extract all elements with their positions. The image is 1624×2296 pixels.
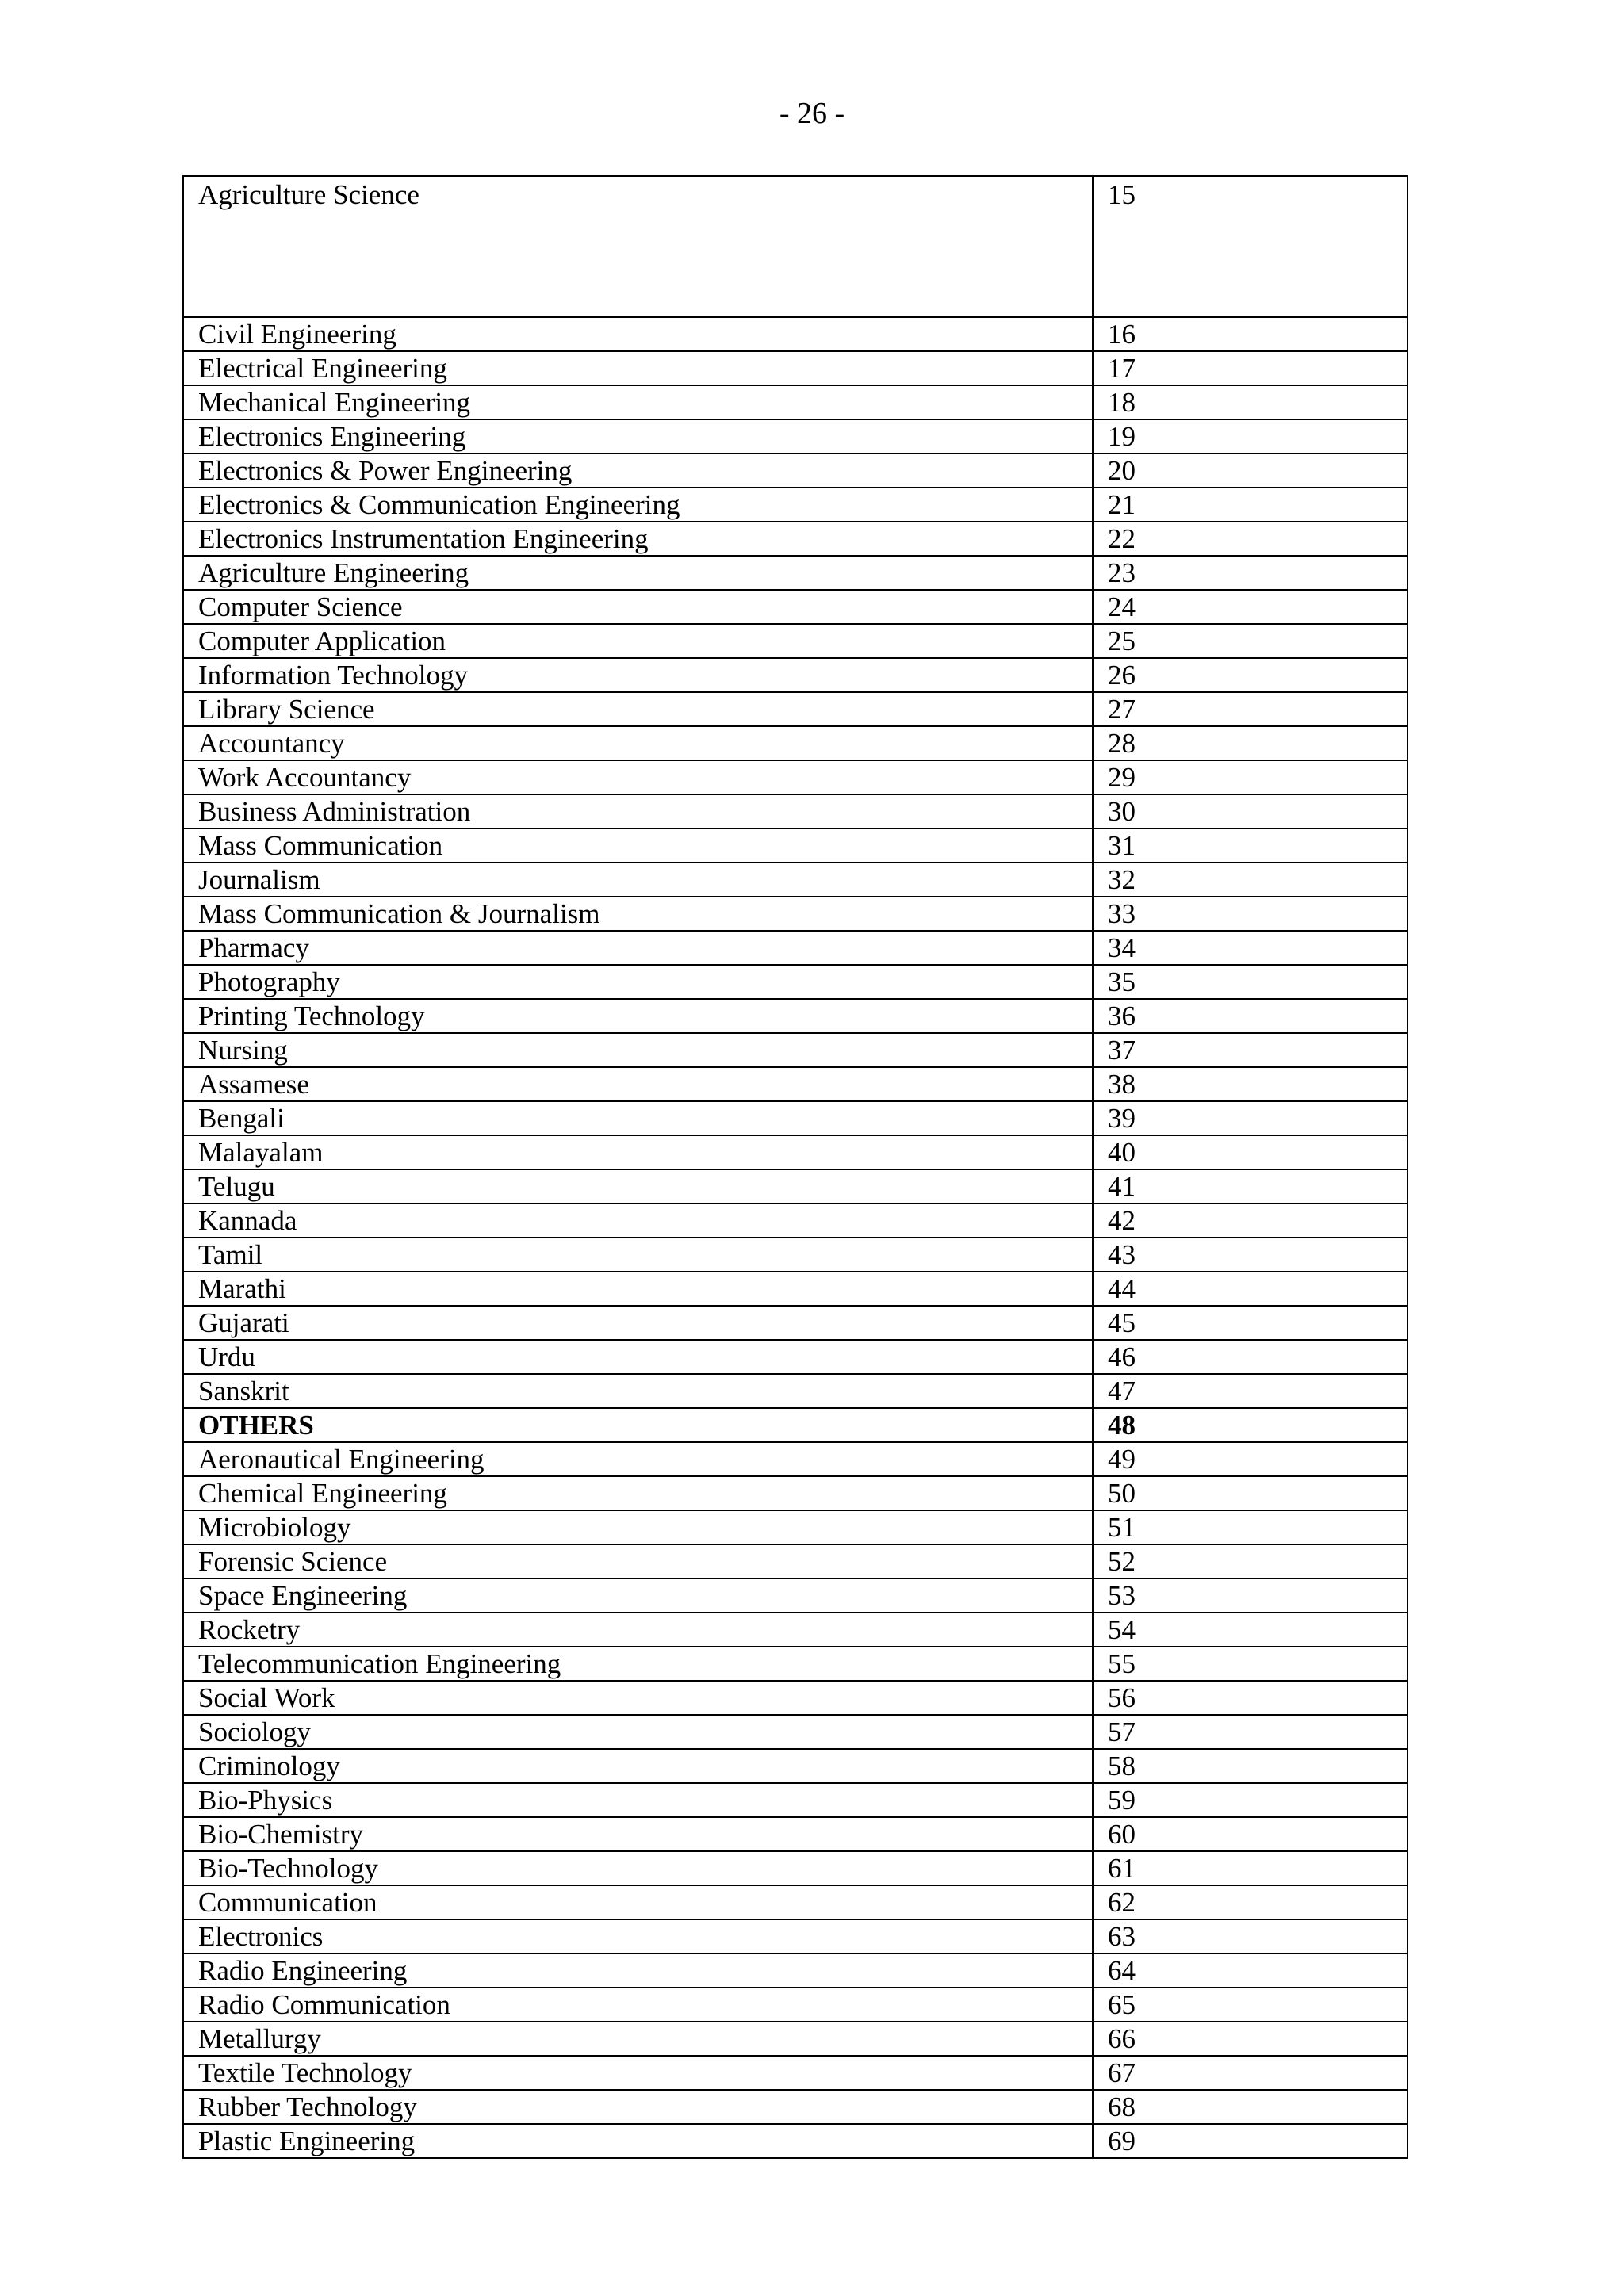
subject-name-cell: OTHERS bbox=[183, 1408, 1093, 1442]
table-row bbox=[183, 1135, 1408, 1169]
subject-code-cell: 38 bbox=[1093, 1067, 1408, 1101]
table-row bbox=[183, 176, 1408, 317]
subject-name-cell: Chemical Engineering bbox=[183, 1476, 1093, 1510]
table-row bbox=[183, 1817, 1408, 1851]
subject-name-cell: Urdu bbox=[183, 1340, 1093, 1374]
table-row bbox=[183, 1544, 1408, 1578]
table-row bbox=[183, 1715, 1408, 1749]
table-row bbox=[183, 1374, 1408, 1408]
table-row bbox=[183, 351, 1408, 385]
subject-code-cell: 41 bbox=[1093, 1169, 1408, 1203]
table-row bbox=[183, 1613, 1408, 1647]
subject-code-cell: 59 bbox=[1093, 1783, 1408, 1817]
subject-code-cell: 57 bbox=[1093, 1715, 1408, 1749]
subject-name-cell: Telecommunication Engineering bbox=[183, 1647, 1093, 1681]
subject-name-cell: Rocketry bbox=[183, 1613, 1093, 1647]
subject-code-cell: 63 bbox=[1093, 1919, 1408, 1954]
page-number: - 26 - bbox=[779, 97, 845, 130]
subject-name-cell: Agriculture Engineering bbox=[183, 556, 1093, 590]
table-row bbox=[183, 522, 1408, 556]
table-row bbox=[183, 1681, 1408, 1715]
table-row bbox=[183, 2022, 1408, 2056]
subject-code-cell: 68 bbox=[1093, 2090, 1408, 2124]
table-row bbox=[183, 488, 1408, 522]
subject-name-cell: Radio Engineering bbox=[183, 1954, 1093, 1988]
subject-name-cell: Electronics bbox=[183, 1919, 1093, 1954]
subject-name-cell: Gujarati bbox=[183, 1306, 1093, 1340]
subject-code-cell: 67 bbox=[1093, 2056, 1408, 2090]
table-row bbox=[183, 2056, 1408, 2090]
subject-code-cell: 53 bbox=[1093, 1578, 1408, 1613]
table-row bbox=[183, 453, 1408, 488]
subject-name-cell: Printing Technology bbox=[183, 999, 1093, 1033]
table-row bbox=[183, 1306, 1408, 1340]
table-row bbox=[183, 1203, 1408, 1238]
subject-code-cell: 33 bbox=[1093, 897, 1408, 931]
subject-name-cell: Computer Science bbox=[183, 590, 1093, 624]
table-row bbox=[183, 1272, 1408, 1306]
table-row bbox=[183, 1340, 1408, 1374]
subject-code-cell: 22 bbox=[1093, 522, 1408, 556]
subject-code-cell: 25 bbox=[1093, 624, 1408, 658]
subject-code-cell: 65 bbox=[1093, 1988, 1408, 2022]
table-row bbox=[183, 1476, 1408, 1510]
table-row bbox=[183, 760, 1408, 794]
table-row bbox=[183, 965, 1408, 999]
subject-code-cell: 61 bbox=[1093, 1851, 1408, 1885]
subject-name-cell: Microbiology bbox=[183, 1510, 1093, 1544]
subject-code-cell: 26 bbox=[1093, 658, 1408, 692]
subject-code-cell: 64 bbox=[1093, 1954, 1408, 1988]
subject-name-cell: Work Accountancy bbox=[183, 760, 1093, 794]
subject-name-cell: Telugu bbox=[183, 1169, 1093, 1203]
table-row bbox=[183, 726, 1408, 760]
subject-code-cell: 34 bbox=[1093, 931, 1408, 965]
table-row bbox=[183, 1442, 1408, 1476]
subject-name-cell: Mechanical Engineering bbox=[183, 385, 1093, 419]
subject-name-cell: Electronics & Power Engineering bbox=[183, 453, 1093, 488]
subject-name-cell: Metallurgy bbox=[183, 2022, 1093, 2056]
subject-name-cell: Tamil bbox=[183, 1238, 1093, 1272]
subject-name-cell: Sanskrit bbox=[183, 1374, 1093, 1408]
subject-name-cell: Agriculture Science bbox=[183, 176, 1093, 317]
table-row bbox=[183, 556, 1408, 590]
subject-name-cell: Accountancy bbox=[183, 726, 1093, 760]
table-row bbox=[183, 624, 1408, 658]
subject-name-cell: Library Science bbox=[183, 692, 1093, 726]
subject-code-cell: 56 bbox=[1093, 1681, 1408, 1715]
subject-name-cell: Kannada bbox=[183, 1203, 1093, 1238]
subject-code-cell: 44 bbox=[1093, 1272, 1408, 1306]
subject-name-cell: Communication bbox=[183, 1885, 1093, 1919]
subject-code-cell: 28 bbox=[1093, 726, 1408, 760]
table-row bbox=[183, 1749, 1408, 1783]
table-row bbox=[183, 2124, 1408, 2158]
subject-code-cell: 15 bbox=[1093, 176, 1408, 317]
subject-name-cell: Social Work bbox=[183, 1681, 1093, 1715]
subject-code-cell: 48 bbox=[1093, 1408, 1408, 1442]
subject-code-cell: 51 bbox=[1093, 1510, 1408, 1544]
subject-code-cell: 31 bbox=[1093, 828, 1408, 863]
subject-rows bbox=[183, 176, 1408, 2158]
subject-name-cell: Bio-Physics bbox=[183, 1783, 1093, 1817]
table-row bbox=[183, 999, 1408, 1033]
table-row bbox=[183, 1851, 1408, 1885]
subject-code-cell: 36 bbox=[1093, 999, 1408, 1033]
table-row bbox=[183, 658, 1408, 692]
subject-name-cell: Pharmacy bbox=[183, 931, 1093, 965]
subject-code-cell: 52 bbox=[1093, 1544, 1408, 1578]
table-row bbox=[183, 692, 1408, 726]
subject-name-cell: Sociology bbox=[183, 1715, 1093, 1749]
subject-name-cell: Malayalam bbox=[183, 1135, 1093, 1169]
table-row bbox=[183, 1988, 1408, 2022]
subject-code-cell: 69 bbox=[1093, 2124, 1408, 2158]
table-row bbox=[183, 1169, 1408, 1203]
subject-name-cell: Bengali bbox=[183, 1101, 1093, 1135]
table-row bbox=[183, 1101, 1408, 1135]
table-row bbox=[183, 1647, 1408, 1681]
subject-code-table bbox=[182, 175, 1408, 2159]
subject-code-cell: 37 bbox=[1093, 1033, 1408, 1067]
subject-code-cell: 30 bbox=[1093, 794, 1408, 828]
subject-name-cell: Civil Engineering bbox=[183, 317, 1093, 351]
subject-name-cell: Marathi bbox=[183, 1272, 1093, 1306]
subject-code-cell: 17 bbox=[1093, 351, 1408, 385]
table-row bbox=[183, 1578, 1408, 1613]
subject-name-cell: Space Engineering bbox=[183, 1578, 1093, 1613]
subject-name-cell: Journalism bbox=[183, 863, 1093, 897]
table-row bbox=[183, 1885, 1408, 1919]
table-row bbox=[183, 794, 1408, 828]
subject-code-cell: 32 bbox=[1093, 863, 1408, 897]
subject-name-cell: Aeronautical Engineering bbox=[183, 1442, 1093, 1476]
subject-name-cell: Nursing bbox=[183, 1033, 1093, 1067]
table-row bbox=[183, 897, 1408, 931]
subject-code-cell: 42 bbox=[1093, 1203, 1408, 1238]
subject-name-cell: Bio-Technology bbox=[183, 1851, 1093, 1885]
subject-code-cell: 23 bbox=[1093, 556, 1408, 590]
table-row bbox=[183, 419, 1408, 453]
subject-code-cell: 55 bbox=[1093, 1647, 1408, 1681]
table-row bbox=[183, 1033, 1408, 1067]
subject-name-cell: Mass Communication bbox=[183, 828, 1093, 863]
subject-code-cell: 16 bbox=[1093, 317, 1408, 351]
subject-name-cell: Electronics Instrumentation Engineering bbox=[183, 522, 1093, 556]
table-row bbox=[183, 931, 1408, 965]
subject-name-cell: Computer Application bbox=[183, 624, 1093, 658]
subject-name-cell: Electrical Engineering bbox=[183, 351, 1093, 385]
table-row bbox=[183, 1510, 1408, 1544]
subject-code-cell: 43 bbox=[1093, 1238, 1408, 1272]
subject-code-cell: 50 bbox=[1093, 1476, 1408, 1510]
subject-name-cell: Radio Communication bbox=[183, 1988, 1093, 2022]
subject-code-cell: 39 bbox=[1093, 1101, 1408, 1135]
subject-name-cell: Mass Communication & Journalism bbox=[183, 897, 1093, 931]
table-row bbox=[183, 1408, 1408, 1442]
subject-code-cell: 49 bbox=[1093, 1442, 1408, 1476]
table-row bbox=[183, 1954, 1408, 1988]
subject-code-cell: 18 bbox=[1093, 385, 1408, 419]
subject-code-cell: 60 bbox=[1093, 1817, 1408, 1851]
subject-code-cell: 35 bbox=[1093, 965, 1408, 999]
subject-code-cell: 21 bbox=[1093, 488, 1408, 522]
subject-code-cell: 19 bbox=[1093, 419, 1408, 453]
subject-code-cell: 47 bbox=[1093, 1374, 1408, 1408]
subject-name-cell: Plastic Engineering bbox=[183, 2124, 1093, 2158]
subject-name-cell: Rubber Technology bbox=[183, 2090, 1093, 2124]
table-row bbox=[183, 1238, 1408, 1272]
subject-code-cell: 29 bbox=[1093, 760, 1408, 794]
table-row bbox=[183, 590, 1408, 624]
subject-name-cell: Electronics Engineering bbox=[183, 419, 1093, 453]
table-row bbox=[183, 1919, 1408, 1954]
subject-code-cell: 58 bbox=[1093, 1749, 1408, 1783]
subject-code-cell: 46 bbox=[1093, 1340, 1408, 1374]
subject-code-cell: 24 bbox=[1093, 590, 1408, 624]
subject-name-cell: Electronics & Communication Engineering bbox=[183, 488, 1093, 522]
subject-name-cell: Business Administration bbox=[183, 794, 1093, 828]
subject-name-cell: Criminology bbox=[183, 1749, 1093, 1783]
table-row bbox=[183, 828, 1408, 863]
subject-code-cell: 45 bbox=[1093, 1306, 1408, 1340]
table-row bbox=[183, 317, 1408, 351]
table-row bbox=[183, 385, 1408, 419]
table-row bbox=[183, 2090, 1408, 2124]
table-row bbox=[183, 1067, 1408, 1101]
subject-name-cell: Textile Technology bbox=[183, 2056, 1093, 2090]
subject-code-cell: 40 bbox=[1093, 1135, 1408, 1169]
subject-name-cell: Bio-Chemistry bbox=[183, 1817, 1093, 1851]
subject-name-cell: Information Technology bbox=[183, 658, 1093, 692]
subject-name-cell: Assamese bbox=[183, 1067, 1093, 1101]
subject-code-cell: 27 bbox=[1093, 692, 1408, 726]
table-row bbox=[183, 1783, 1408, 1817]
subject-code-cell: 66 bbox=[1093, 2022, 1408, 2056]
subject-name-cell: Photography bbox=[183, 965, 1093, 999]
subject-code-cell: 54 bbox=[1093, 1613, 1408, 1647]
table-row bbox=[183, 863, 1408, 897]
subject-code-cell: 62 bbox=[1093, 1885, 1408, 1919]
subject-code-cell: 20 bbox=[1093, 453, 1408, 488]
subject-name-cell: Forensic Science bbox=[183, 1544, 1093, 1578]
